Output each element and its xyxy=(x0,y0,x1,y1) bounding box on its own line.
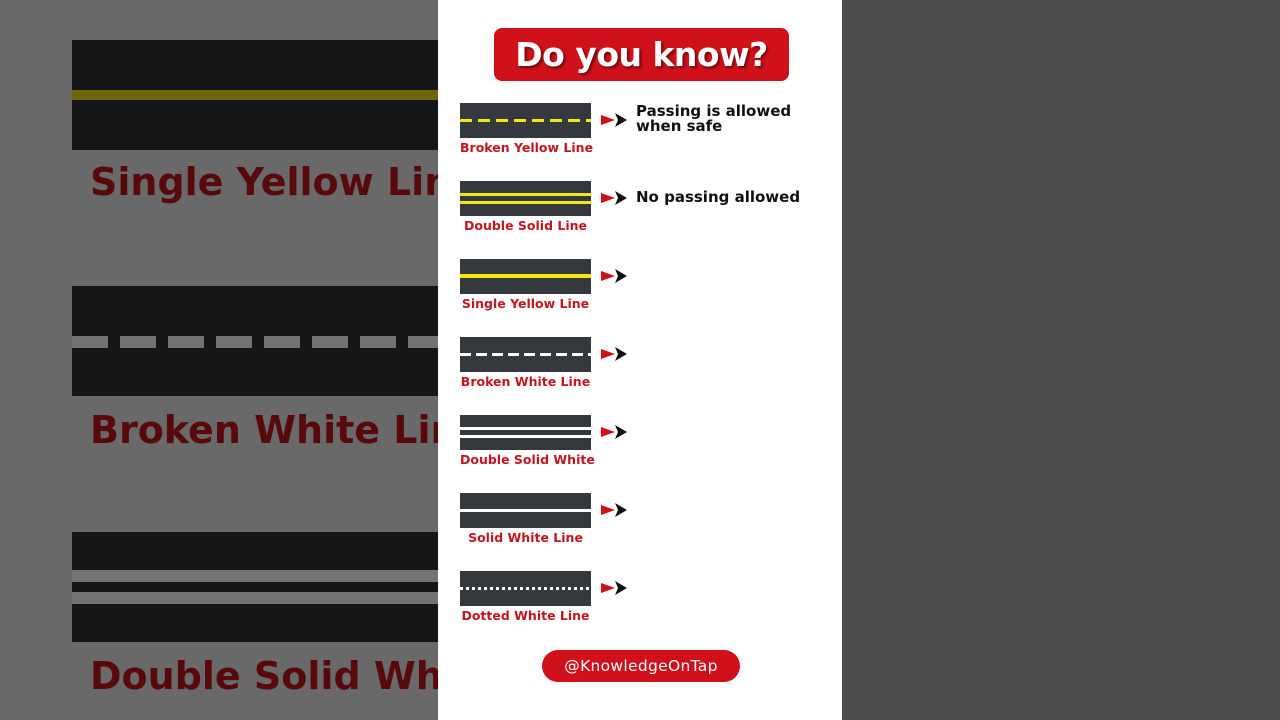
road-broken-yellow-icon xyxy=(460,103,591,138)
road-label: Solid White Line xyxy=(468,530,583,545)
line-row-broken-yellow xyxy=(460,103,820,173)
arrow-right-icon xyxy=(601,190,629,206)
arrow-right-icon xyxy=(601,580,629,596)
background-dim-overlay xyxy=(0,0,438,720)
arrow-right-icon xyxy=(601,346,629,362)
line-row-broken-white xyxy=(460,337,820,407)
title-text: Do you know? xyxy=(515,35,768,74)
road-label: Double Solid Line xyxy=(463,218,587,233)
road-solid-white-icon xyxy=(460,493,591,528)
line-row-double-white xyxy=(460,415,820,485)
line-row-double-yellow xyxy=(460,181,820,251)
line-row-solid-white xyxy=(460,493,820,563)
road-label: Broken White Line xyxy=(460,374,591,389)
channel-handle-badge[interactable] xyxy=(542,650,740,682)
title-banner xyxy=(494,28,789,81)
line-row-single-yellow xyxy=(460,259,820,329)
road-label: Single Yellow Line xyxy=(461,296,590,311)
road-broken-white-icon xyxy=(460,337,591,372)
road-label: Broken Yellow Line xyxy=(460,140,594,155)
road-double-yellow-icon xyxy=(460,181,591,216)
line-description: Passing is allowed when safe xyxy=(636,102,792,135)
line-row-dotted-white xyxy=(460,571,820,641)
line-description: No passing allowed xyxy=(636,188,801,206)
arrow-right-icon xyxy=(601,424,629,440)
road-label: Double Solid White xyxy=(460,452,595,467)
road-label: Dotted White Line xyxy=(461,608,590,623)
road-dotted-white-icon xyxy=(460,571,591,606)
road-double-white-icon xyxy=(460,415,591,450)
arrow-right-icon xyxy=(601,502,629,518)
arrow-right-icon xyxy=(601,268,629,284)
arrow-right-icon xyxy=(601,112,629,128)
road-single-yellow-icon xyxy=(460,259,591,294)
background-right-panel xyxy=(842,0,1280,720)
channel-handle-text: @KnowledgeOnTap xyxy=(564,657,718,675)
infographic-card xyxy=(438,0,842,720)
